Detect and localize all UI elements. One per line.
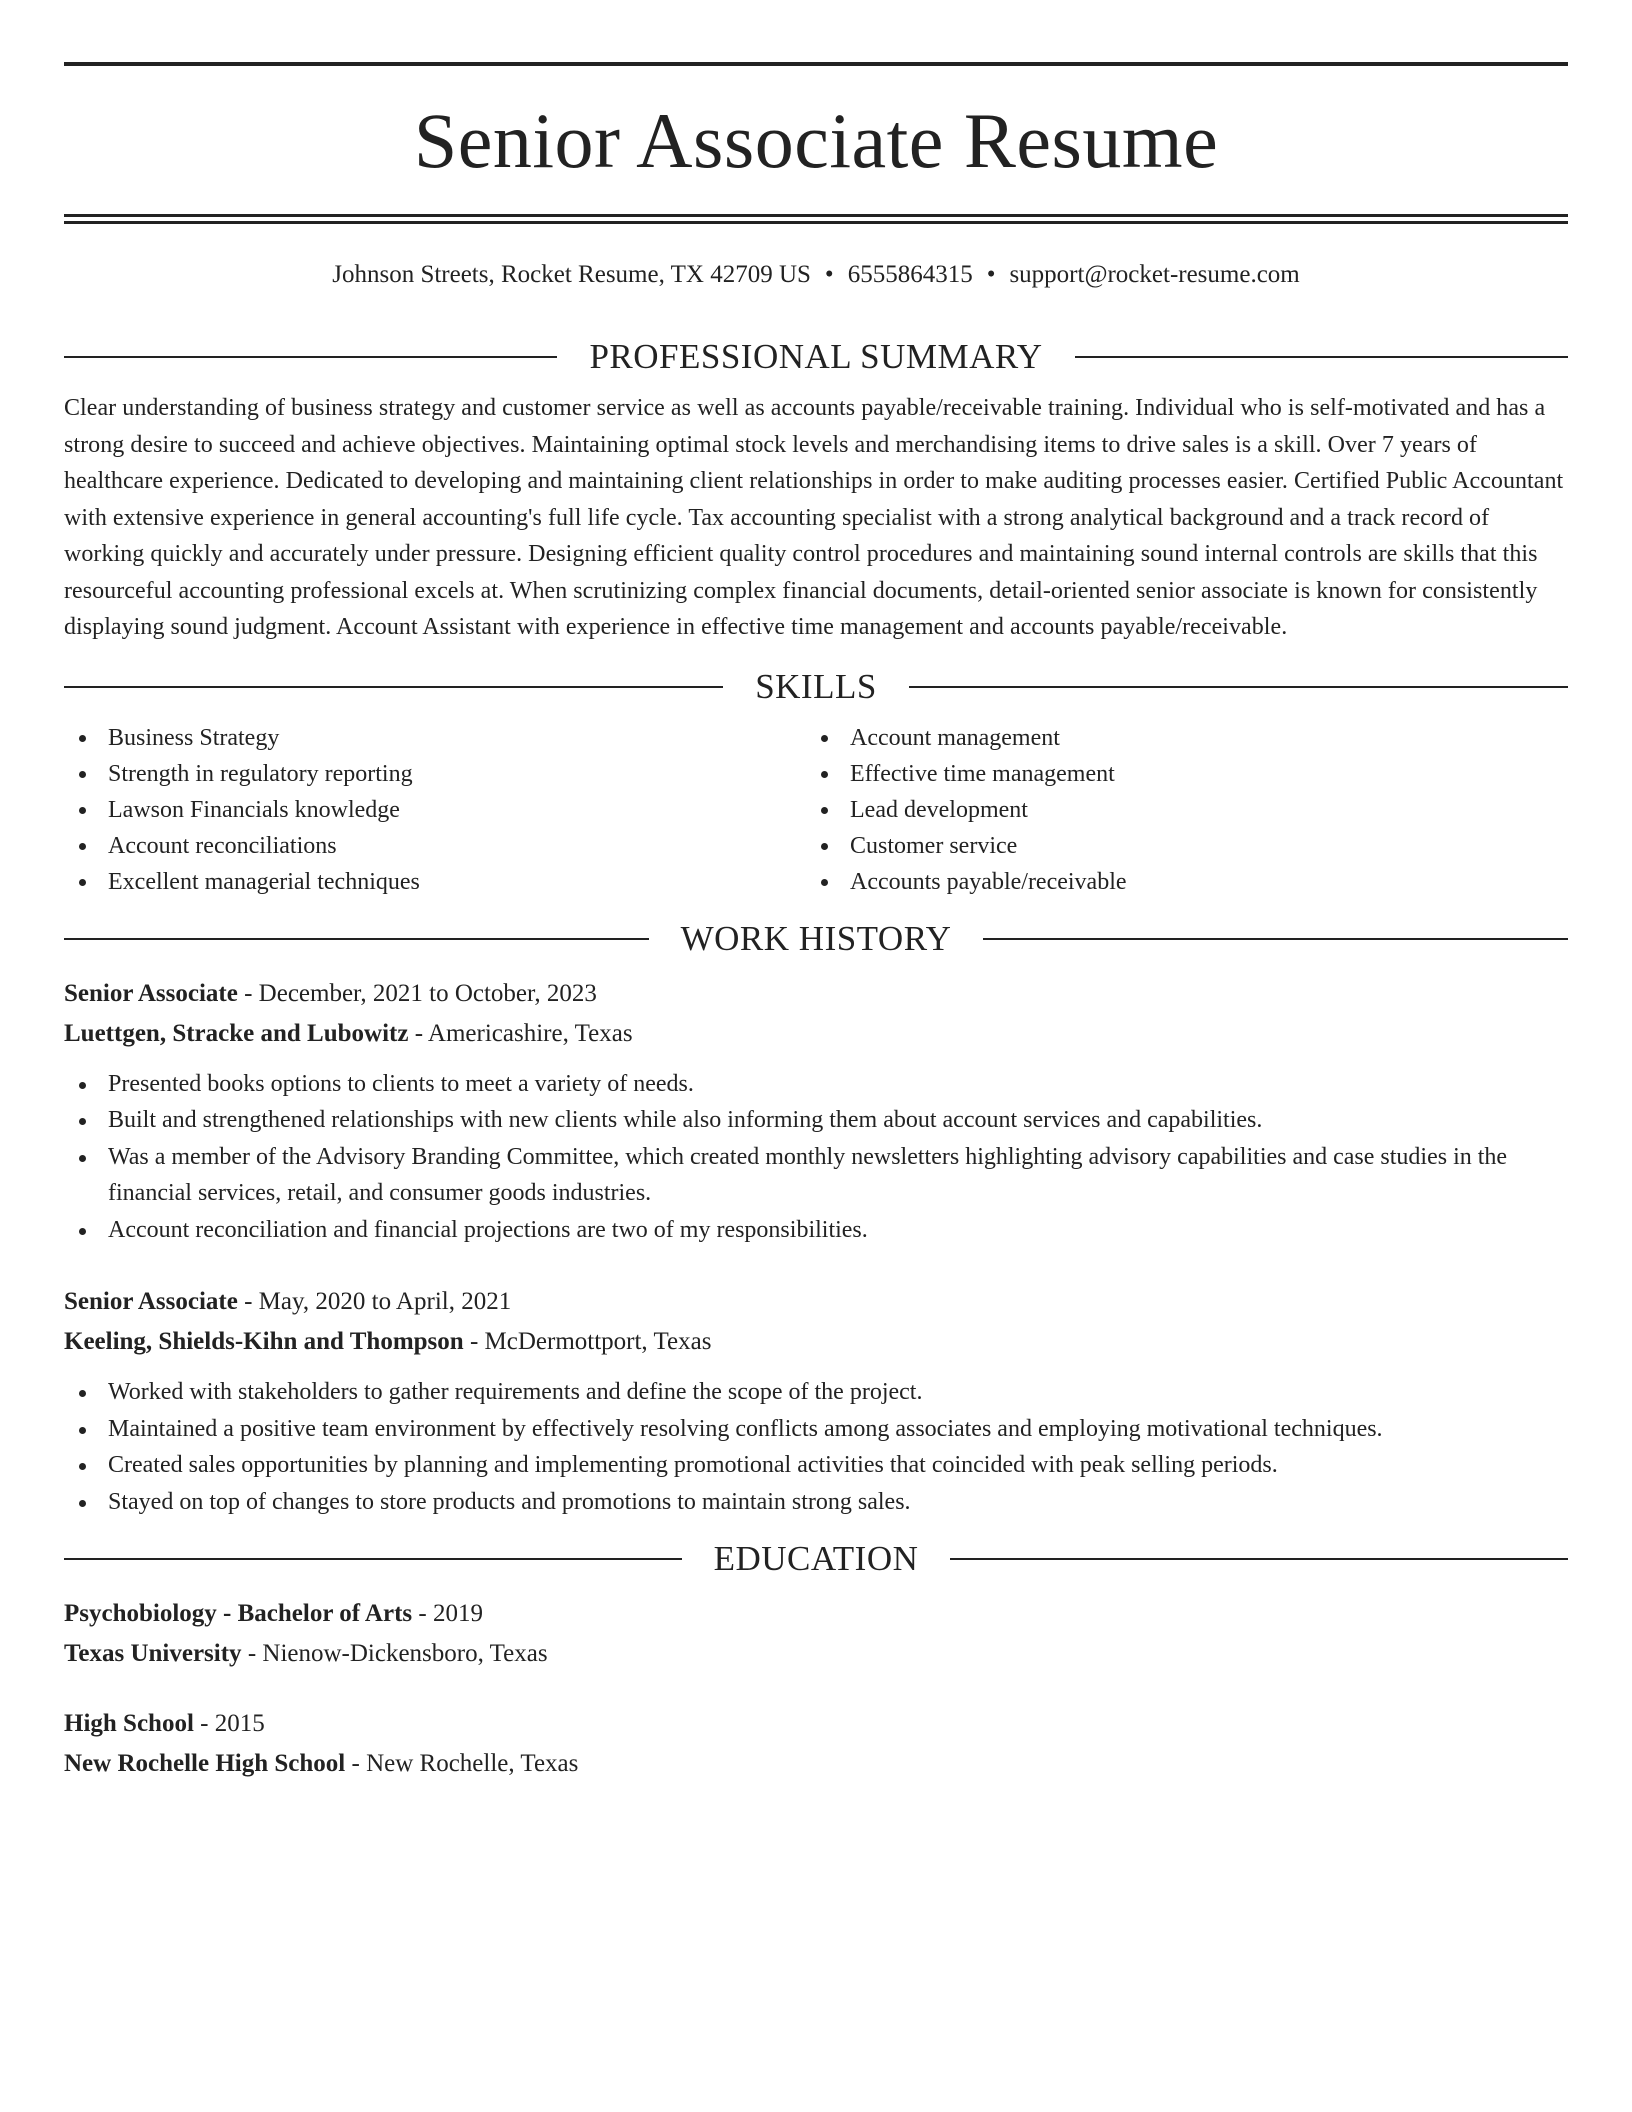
section-title: SKILLS	[755, 666, 877, 706]
duty-item: Created sales opportunities by planning and implementing promotional activities that coincided with peak selling periods.	[64, 1447, 1568, 1484]
school-location: - Nienow-Dickensboro, Texas	[241, 1640, 548, 1667]
duty-item: Presented books options to clients to meet a variety of needs.	[64, 1066, 1568, 1103]
skill-item: Accounts payable/receivable	[806, 864, 1127, 900]
school-location: - New Rochelle, Texas	[345, 1750, 579, 1777]
contact-address: Johnson Streets, Rocket Resume, TX 42709 US	[332, 261, 811, 288]
degree-name: Psychobiology - Bachelor of Arts	[64, 1600, 413, 1627]
job-title-line	[64, 1282, 1568, 1322]
duty-item: Maintained a positive team environment by effectively resolving conflicts among associates and employing motivational techniques.	[64, 1411, 1568, 1448]
degree-name: High School	[64, 1710, 194, 1737]
top-rule	[64, 62, 1568, 66]
education-entry	[64, 1704, 1568, 1784]
duty-item: Account reconciliation and financial projections are two of my responsibilities.	[64, 1212, 1568, 1249]
heading-rule	[64, 356, 557, 358]
skill-item: Excellent managerial techniques	[64, 864, 806, 900]
job-duties	[64, 1374, 1568, 1520]
skill-item: Strength in regulatory reporting	[64, 756, 806, 792]
contact-separator: •	[824, 261, 834, 288]
heading-rule	[64, 686, 723, 688]
degree-year: - 2015	[193, 1710, 265, 1737]
duty-item: Was a member of the Advisory Branding Committee, which created monthly newsletters highlighting advisory capabilities and case studies in the financial services, retail, and consumer goods industries.	[64, 1139, 1568, 1212]
section-title: EDUCATION	[713, 1539, 919, 1578]
skill-item: Business Strategy	[64, 720, 806, 756]
section-heading-education	[64, 1538, 1568, 1580]
title-double-rule	[64, 214, 1568, 224]
skill-item: Account reconciliations	[64, 828, 806, 864]
skills-column-left	[64, 720, 806, 900]
degree-line	[64, 1594, 1568, 1634]
job-title: Senior Associate	[64, 1288, 238, 1315]
duty-item: Worked with stakeholders to gather requirements and define the scope of the project.	[64, 1374, 1568, 1411]
job-title: Senior Associate	[64, 979, 238, 1007]
skill-item: Account management	[806, 720, 1127, 756]
degree-year: - 2019	[412, 1600, 483, 1627]
section-heading-summary	[64, 336, 1568, 378]
skills-list	[64, 720, 1568, 900]
heading-rule	[64, 1558, 682, 1560]
heading-rule	[1075, 356, 1568, 358]
education-entry	[64, 1594, 1568, 1674]
school-line	[64, 1744, 1568, 1784]
school-name: Texas University	[64, 1640, 242, 1667]
heading-rule	[950, 1558, 1568, 1560]
skill-item: Lawson Financials knowledge	[64, 792, 806, 828]
duty-item: Built and strengthened relationships with new clients while also informing them about account services and capabilities.	[64, 1102, 1568, 1139]
section-title: PROFESSIONAL SUMMARY	[589, 337, 1043, 376]
company-location: - Americashire, Texas	[408, 1019, 633, 1047]
section-heading-work	[64, 918, 1568, 960]
school-line	[64, 1634, 1568, 1674]
skills-column-right	[806, 720, 1127, 900]
skill-item: Effective time management	[806, 756, 1127, 792]
contact-separator: •	[986, 261, 996, 288]
company-line	[64, 1014, 1568, 1054]
heading-rule	[983, 938, 1568, 940]
job-dates: - December, 2021 to October, 2023	[237, 979, 597, 1007]
company-name: Luettgen, Stracke and Lubowitz	[64, 1019, 409, 1047]
skill-item: Customer service	[806, 828, 1127, 864]
job-dates: - May, 2020 to April, 2021	[237, 1288, 512, 1315]
skill-item: Lead development	[806, 792, 1127, 828]
school-name: New Rochelle High School	[64, 1750, 346, 1777]
company-location: - McDermottport, Texas	[463, 1328, 712, 1355]
heading-rule	[909, 686, 1568, 688]
degree-line	[64, 1704, 1568, 1744]
summary-paragraph: Clear understanding of business strategy and customer service as well as accounts payable/receivable training. Individual who is self-motivated and has a strong desire to succeed and achieve objectives. Maintaining optimal stock levels and merchandising items to drive sales is a skill. Over 7 years of healthcare experience. Dedicated to developing and maintaining client relationships in order to make auditing processes easier. Certified Public Accountant with extensive experience in general accounting's full life cycle. Tax accounting specialist with a strong analytical background and a track record of working quickly and accurately under pressure. Designing efficient quality control procedures and maintaining sound internal controls are skills that this resourceful accounting professional excels at. When scrutinizing complex financial documents, detail-oriented senior associate is known for consistently displaying sound judgment. Account Assistant with experience in effective time management and accounts payable/receivable.	[64, 395, 1564, 640]
job-title-line	[64, 974, 1568, 1014]
job-duties	[64, 1066, 1568, 1249]
duty-item: Stayed on top of changes to store products and promotions to maintain strong sales.	[64, 1484, 1568, 1521]
contact-line	[64, 260, 1568, 290]
section-title: WORK HISTORY	[680, 918, 952, 958]
company-line	[64, 1322, 1568, 1362]
page-title: Senior Associate Resume	[413, 97, 1219, 184]
work-entry	[64, 974, 1568, 1249]
contact-email: support@rocket-resume.com	[1009, 261, 1300, 288]
work-entry	[64, 1282, 1568, 1520]
section-heading-skills	[64, 666, 1568, 708]
company-name: Keeling, Shields-Kihn and Thompson	[64, 1328, 464, 1355]
heading-rule	[64, 938, 649, 940]
contact-phone: 6555864315	[847, 261, 973, 288]
